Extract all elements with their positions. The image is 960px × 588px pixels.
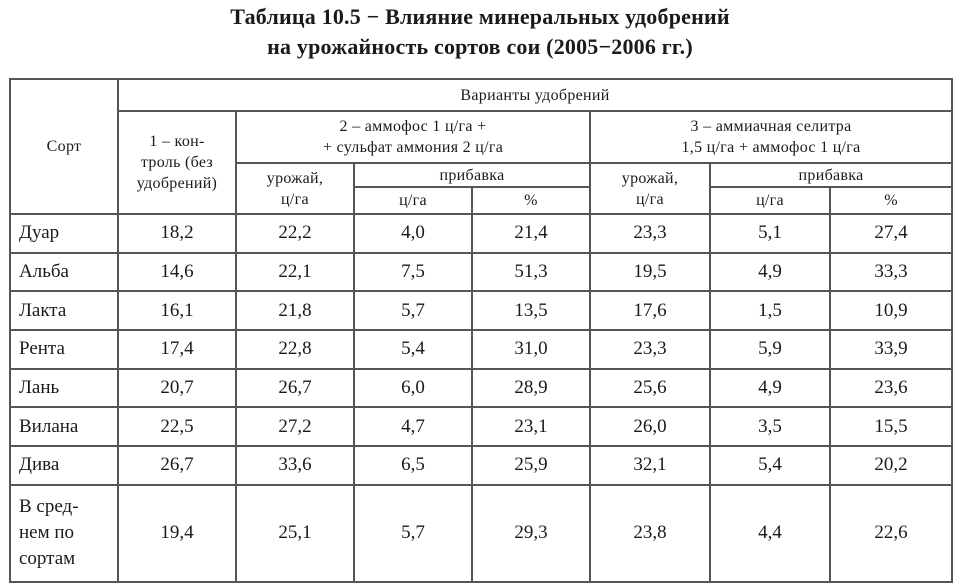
cell-control: 20,7 <box>118 369 236 408</box>
cell-v3-cg: 1,5 <box>710 291 830 330</box>
cell-v2-cg: 6,0 <box>354 369 472 408</box>
table-body <box>10 214 952 582</box>
table-title <box>0 2 960 62</box>
cell-v2-cg: 4,7 <box>354 407 472 446</box>
cell-control: 22,5 <box>118 407 236 446</box>
header-v2-increase: прибавка <box>354 163 590 187</box>
cell-sort-average: В сред- нем по сортам <box>10 485 118 582</box>
table-row <box>10 253 952 292</box>
header-control: 1 – кон- троль (без удобрений) <box>118 111 236 214</box>
header-v2-increase-pct: % <box>472 187 590 214</box>
cell-v2-cg: 6,5 <box>354 446 472 485</box>
cell-v3-cg: 4,4 <box>710 485 830 582</box>
table-row <box>10 330 952 369</box>
cell-v3-cg: 4,9 <box>710 253 830 292</box>
cell-v3-cg: 5,9 <box>710 330 830 369</box>
cell-v2-pct: 13,5 <box>472 291 590 330</box>
header-v3-yield: урожай, ц/га <box>590 163 710 214</box>
table-row <box>10 446 952 485</box>
cell-sort: Альба <box>10 253 118 292</box>
cell-v2-cg: 4,0 <box>354 214 472 253</box>
title-line-2: на урожайность сортов сои (2005−2006 гг.) <box>267 34 693 59</box>
cell-v2-yield: 27,2 <box>236 407 354 446</box>
cell-v2-cg: 7,5 <box>354 253 472 292</box>
cell-control: 18,2 <box>118 214 236 253</box>
header-v3-increase-cg: ц/га <box>710 187 830 214</box>
header-v3-increase: прибавка <box>710 163 952 187</box>
header-variant-2: 2 – аммофос 1 ц/га + + сульфат аммония 2 ц/га <box>236 111 590 163</box>
cell-v2-yield: 22,1 <box>236 253 354 292</box>
cell-v2-yield: 22,8 <box>236 330 354 369</box>
table-row <box>10 291 952 330</box>
cell-v3-yield: 23,3 <box>590 214 710 253</box>
header-v2-yield: урожай, ц/га <box>236 163 354 214</box>
table-row <box>10 407 952 446</box>
table-row <box>10 214 952 253</box>
cell-v2-pct: 25,9 <box>472 446 590 485</box>
header-v2-increase-cg: ц/га <box>354 187 472 214</box>
header-v3-increase-pct: % <box>830 187 952 214</box>
table-row <box>10 369 952 408</box>
header-sort: Сорт <box>10 79 118 214</box>
cell-v3-yield: 19,5 <box>590 253 710 292</box>
cell-v2-cg: 5,4 <box>354 330 472 369</box>
cell-v3-pct: 33,3 <box>830 253 952 292</box>
cell-v2-cg: 5,7 <box>354 485 472 582</box>
cell-v3-yield: 25,6 <box>590 369 710 408</box>
cell-v2-pct: 29,3 <box>472 485 590 582</box>
cell-v3-pct: 23,6 <box>830 369 952 408</box>
cell-v3-yield: 23,8 <box>590 485 710 582</box>
cell-v3-yield: 32,1 <box>590 446 710 485</box>
cell-control: 19,4 <box>118 485 236 582</box>
cell-sort: Вилана <box>10 407 118 446</box>
cell-v3-yield: 17,6 <box>590 291 710 330</box>
cell-v2-yield: 25,1 <box>236 485 354 582</box>
cell-v3-pct: 27,4 <box>830 214 952 253</box>
cell-sort: Рента <box>10 330 118 369</box>
cell-v3-pct: 22,6 <box>830 485 952 582</box>
cell-v2-pct: 21,4 <box>472 214 590 253</box>
cell-v2-pct: 51,3 <box>472 253 590 292</box>
cell-v3-pct: 15,5 <box>830 407 952 446</box>
cell-v2-cg: 5,7 <box>354 291 472 330</box>
cell-v2-yield: 33,6 <box>236 446 354 485</box>
cell-sort: Дива <box>10 446 118 485</box>
cell-v3-yield: 23,3 <box>590 330 710 369</box>
cell-control: 16,1 <box>118 291 236 330</box>
cell-sort: Лань <box>10 369 118 408</box>
cell-control: 17,4 <box>118 330 236 369</box>
cell-control: 14,6 <box>118 253 236 292</box>
table-row-average <box>10 485 952 582</box>
cell-v3-cg: 5,1 <box>710 214 830 253</box>
cell-control: 26,7 <box>118 446 236 485</box>
fertilizer-yield-table <box>9 78 953 583</box>
cell-v2-yield: 26,7 <box>236 369 354 408</box>
cell-v3-pct: 33,9 <box>830 330 952 369</box>
cell-v3-yield: 26,0 <box>590 407 710 446</box>
cell-v3-cg: 4,9 <box>710 369 830 408</box>
cell-sort: Дуар <box>10 214 118 253</box>
header-variants: Варианты удобрений <box>118 79 952 111</box>
cell-v2-pct: 23,1 <box>472 407 590 446</box>
cell-v2-pct: 31,0 <box>472 330 590 369</box>
cell-v2-pct: 28,9 <box>472 369 590 408</box>
table-header <box>10 79 952 214</box>
cell-v3-cg: 5,4 <box>710 446 830 485</box>
cell-v2-yield: 22,2 <box>236 214 354 253</box>
title-line-1: Таблица 10.5 − Влияние минеральных удобрений <box>230 4 730 29</box>
header-variant-3: 3 – аммиачная селитра 1,5 ц/га + аммофос 1 ц/га <box>590 111 952 163</box>
cell-sort: Лакта <box>10 291 118 330</box>
cell-v2-yield: 21,8 <box>236 291 354 330</box>
cell-v3-pct: 10,9 <box>830 291 952 330</box>
cell-v3-cg: 3,5 <box>710 407 830 446</box>
cell-v3-pct: 20,2 <box>830 446 952 485</box>
